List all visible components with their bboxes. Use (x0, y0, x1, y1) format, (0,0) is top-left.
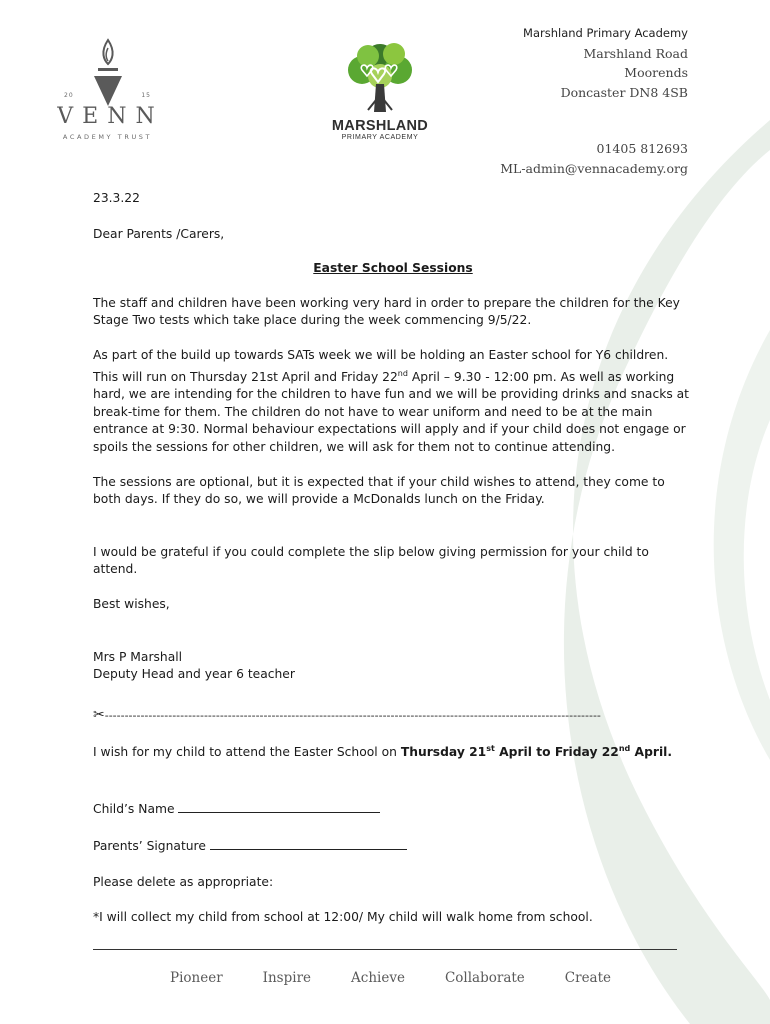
address-line-2: Moorends (624, 65, 688, 80)
address-block (500, 24, 688, 178)
footer-value-achieve: Achieve (351, 970, 405, 986)
letter-closing: Best wishes, (93, 597, 170, 611)
letter-subject: Easter School Sessions (313, 261, 473, 276)
venn-year-right: 15 (141, 92, 151, 99)
footer-value-pioneer: Pioneer (170, 970, 223, 986)
venn-subtitle: ACADEMY TRUST (62, 133, 153, 141)
venn-year-left: 20 (64, 92, 74, 99)
address-phone: 01405 812693 (596, 141, 688, 156)
delete-note: Please delete as appropriate: (93, 874, 274, 889)
letter-signer: Mrs P Marshall (93, 649, 183, 664)
permission-slip (93, 740, 693, 927)
address-line-1: Marshland Road (583, 45, 688, 61)
letter-signer-role: Deputy Head and year 6 teacher (93, 667, 295, 682)
letter-paragraph-4: I would be grateful if you could complete the slip below giving permission for your child to attend. (93, 544, 649, 577)
letter-paragraph-3: The sessions are optional, but it is expected that if your child wishes to attend, they come to both days. If they do so, we will provide a McDonalds lunch on the Friday. (93, 474, 665, 507)
slip-wish-statement: I wish for my child to attend the Easter School on Thursday 21st April to Friday 22nd April. (93, 744, 673, 760)
child-name-row (93, 799, 693, 819)
letter-greeting: Dear Parents /Carers, (93, 226, 225, 241)
cut-line (93, 707, 685, 723)
tree-icon (338, 40, 422, 116)
school-logo-subtitle: PRIMARY ACADEMY (341, 134, 419, 141)
parent-signature-row (93, 836, 693, 856)
address-line-3: Doncaster DN8 4SB (560, 84, 688, 100)
parent-signature-label: Parents’ Signature (93, 839, 206, 854)
footer-values (170, 968, 610, 988)
parent-signature-field[interactable] (210, 836, 407, 850)
letter-paragraph-2: As part of the build up towards SATs week we will be holding an Easter school for Y6 children. This will run on Thursday 21st April and Friday 22nd April – 9.30 - 12:00 pm. As well as working hard, we are intending for the children to have fun and we will be providing drinks and snacks at break-time for them. The children do not have to wear uniform and need to be at the main entrance at 9:30. Normal behaviour expectations will apply and if your child does not engage or spoils the sessions for other children, we will ask for them not to continue attending. (93, 347, 690, 455)
footer-divider (93, 949, 677, 950)
scissors-icon: ✂ (93, 707, 105, 723)
footer-value-create: Create (564, 970, 612, 986)
footer-value-inspire: Inspire (262, 970, 312, 986)
letter-paragraph-1: The staff and children have been working very hard in order to prepare the children for the Key Stage Two tests which take place during the week commencing 9/5/22. (93, 295, 680, 328)
cut-dashes: ----------------------------------------------------------------------------------------------------------------------------- (104, 709, 601, 722)
collection-option: *I will collect my child from school at 12:00/ My child will walk home from school. (93, 910, 593, 925)
address-email: ML-admin@vennacademy.org (500, 160, 688, 176)
venn-wordmark: VENN (57, 104, 164, 129)
venn-academy-trust-logo (50, 38, 165, 158)
torch-icon (88, 38, 128, 108)
marshland-logo (320, 40, 440, 150)
child-name-label: Child’s Name (93, 801, 175, 816)
address-school-name: Marshland Primary Academy (523, 26, 688, 40)
letter-date: 23.3.22 (93, 191, 140, 205)
child-name-field[interactable] (178, 799, 380, 813)
footer-value-collaborate: Collaborate (444, 970, 525, 986)
letter-body (93, 190, 693, 684)
school-logo-name: MARSHLAND (331, 118, 429, 134)
